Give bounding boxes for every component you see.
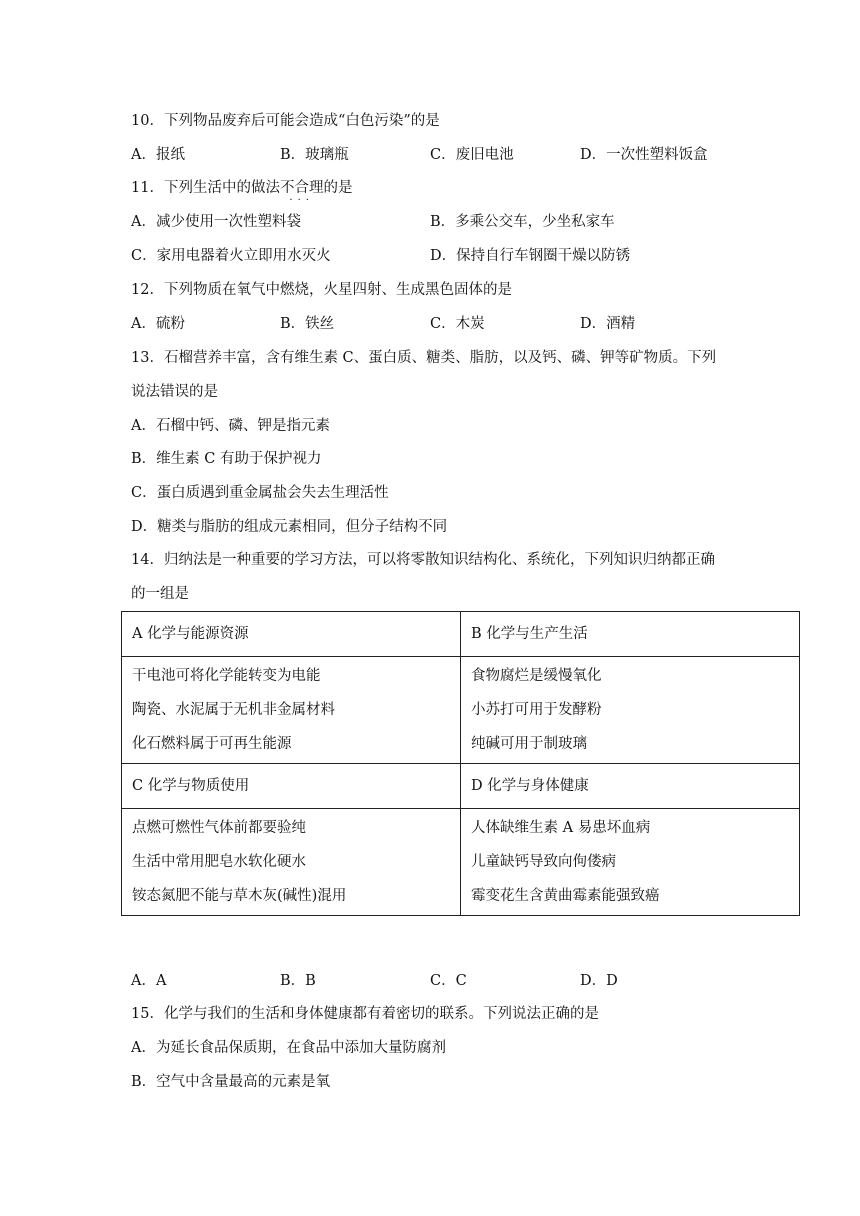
list-item: 陶瓷、水泥属于无机非金属材料	[132, 702, 335, 718]
cell-b-items	[461, 657, 800, 764]
cell-a-items	[122, 657, 461, 764]
q10-option-a: A．报纸	[131, 147, 185, 163]
q14-option-d: D．D	[580, 973, 618, 989]
q11-option-d: D．保持自行车钢圈干燥以防锈	[430, 248, 631, 264]
question-13-stem-line1: 13．石榴营养丰富，含有维生素 C、蛋白质、糖类、脂肪，以及钙、磷、钾等矿物质。下列	[131, 350, 717, 366]
q11-option-a: A．减少使用一次性塑料袋	[131, 214, 301, 230]
q11-stem-post: 的是	[323, 180, 353, 196]
q10-option-b: B．玻璃瓶	[280, 147, 349, 163]
cell-d-items	[461, 809, 800, 916]
question-15-stem: 15．化学与我们的生活和身体健康都有着密切的联系。下列说法正确的是	[131, 1006, 599, 1022]
question-13-stem-line2: 说法错误的是	[131, 384, 218, 400]
list-item: 干电池可将化学能转变为电能	[132, 668, 321, 684]
list-item: 化石燃料属于可再生能源	[132, 736, 292, 752]
q10-option-d: D．一次性塑料饭盒	[580, 147, 708, 163]
question-14-stem-line2: 的一组是	[131, 586, 189, 602]
q12-option-c: C．木炭	[430, 316, 485, 332]
table-row	[122, 764, 800, 809]
q14-option-b: B．B	[280, 973, 316, 989]
q11-emphasis	[279, 178, 324, 206]
q12-option-a: A．硫粉	[131, 316, 185, 332]
list-item: 食物腐烂是缓慢氧化	[471, 668, 602, 684]
cell-a-title: A 化学与能源资源	[122, 612, 461, 657]
q15-option-b: B．空气中含量最高的元素是氧	[131, 1074, 331, 1090]
q15-option-a: A．为延长食品保质期，在食品中添加大量防腐剂	[131, 1040, 446, 1056]
q13-option-d: D．糖类与脂肪的组成元素相同，但分子结构不同	[131, 519, 448, 535]
question-12-stem: 12．下列物质在氧气中燃烧，火星四射、生成黑色固体的是	[131, 282, 512, 298]
table-row	[122, 657, 800, 764]
list-item: 霉变花生含黄曲霉素能强致癌	[471, 888, 660, 904]
cell-b-title: B 化学与生产生活	[461, 612, 800, 657]
list-item: 儿童缺钙导致向佝偻病	[471, 854, 616, 870]
q11-option-b: B．多乘公交车，少坐私家车	[430, 214, 615, 230]
list-item: 纯碱可用于制玻璃	[471, 736, 587, 752]
q14-option-c: C．C	[430, 973, 467, 989]
question-14-stem-line1: 14．归纳法是一种重要的学习方法，可以将零散知识结构化、系统化，下列知识归纳都正确	[131, 552, 715, 568]
emphasis-dots: ···	[289, 195, 314, 206]
cell-c-items	[122, 809, 461, 916]
question-11-stem	[131, 178, 353, 206]
q14-option-a: A．A	[131, 973, 167, 989]
q12-option-d: D．酒精	[580, 316, 636, 332]
cell-c-title: C 化学与物质使用	[122, 764, 461, 809]
q13-option-a: A．石榴中钙、磷、钾是指元素	[131, 418, 330, 434]
knowledge-table	[121, 611, 800, 916]
list-item: 点燃可燃性气体前都要验纯	[132, 820, 306, 836]
q12-option-b: B．铁丝	[280, 316, 335, 332]
q11-stem-pre: 11．下列生活中的做法	[131, 180, 280, 196]
list-item: 生活中常用肥皂水软化硬水	[132, 854, 306, 870]
question-10-stem: 10．下列物品废弃后可能会造成“白色污染”的是	[131, 113, 440, 129]
q11-option-c: C．家用电器着火立即用水灭火	[131, 248, 331, 264]
table-row	[122, 612, 800, 657]
list-item: 人体缺维生素 A 易患坏血病	[471, 820, 651, 836]
q13-option-c: C．蛋白质遇到重金属盐会失去生理活性	[131, 485, 389, 501]
q13-option-b: B．维生素 C 有助于保护视力	[131, 451, 322, 467]
list-item: 小苏打可用于发酵粉	[471, 702, 602, 718]
table-row	[122, 809, 800, 916]
q11-emphasis-text: 不合理	[279, 180, 324, 196]
cell-d-title: D 化学与身体健康	[461, 764, 800, 809]
list-item: 铵态氮肥不能与草木灰(碱性)混用	[132, 888, 347, 904]
q10-option-c: C．废旧电池	[430, 147, 514, 163]
